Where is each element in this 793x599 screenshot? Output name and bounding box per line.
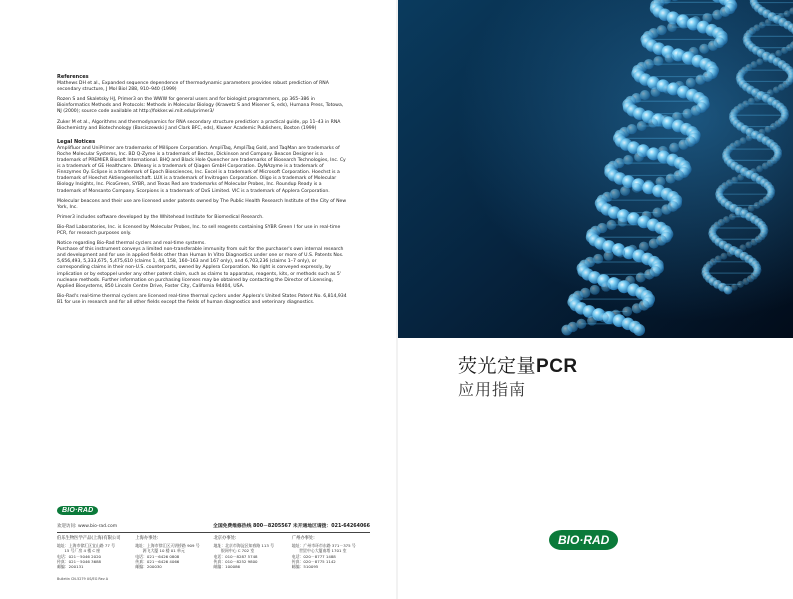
office-line: 电话：021－5046 2020 [57, 553, 102, 559]
office-line: 地址：上海市徐汇区宜山路 77 号 [57, 543, 116, 549]
bulletin-number: Bulletin CN-5279 US/EG Rev A [57, 577, 109, 582]
office-line: 电话：010－8287 5748 [213, 553, 258, 559]
dna-helix-cover-image [398, 0, 793, 338]
reference-item: Rozen S and Skaletsky HJ, Primer3 on the WWW for general users and for biologist programmers, pp 365–386 in Bioinformatics Methods and Protocols: Methods in Molecular Biology (Krawetz S and Misener S, eds), Humana Press, Totowa, NJ (2000); source code available at http://fokker.wi.mit.edu/primer3/ [57, 97, 344, 115]
references-section [57, 74, 347, 132]
office-beijing [214, 536, 292, 569]
dna-helix-illustration [398, 0, 793, 338]
legal-section [57, 139, 347, 306]
legal-paragraph: Amplifluor and UniPrimer are trademarks of Millipore Corporation. AmpliTaq, AmpliTaq Gold, and TaqMan are trademarks of Roche Molecular Systems, Inc. BD Q-Zyme is a trademark of Becton, Dickinson and Company. Beacon Designer is a trademark of PREMIER Biosoft International. BHQ and Black Hole Quencher are trademarks of Biosearch Technologies, Inc. Cy is a trademark of GE Healthcare. DNeasy is a trademark of Qiagen GmbH Corporation. DyNAzyme is a trademark of Finnzymes Oy. Eclipse is a trademark of Epoch Biosciences, Inc. Excel is a trademark of Microsoft Corporation. Hoechst is a trademark of Hoechst Aktiengesellschaft. LUX is a trademark of Invitrogen Corporation. Oligo is a trademark of Molecular Biology Insights, Inc. PicoGreen, SYBR, and Texas Red are trademarks of Molecular Probes, Inc. Roundup Ready is a trademark of Monsanto Company. Scorpions is a trademark of DxS Limited. VIC is a trademark of Applera Corporation. [57, 145, 346, 194]
service-hotline: 全国免费维修热线 800－8205567 未开通地区请拨：021-64264066 [213, 524, 370, 529]
right-page [398, 0, 793, 599]
office-line: 电话：021－6426 0808 [135, 553, 180, 559]
legal-paragraph: Bio-Rad Laboratories, Inc. is licensed by Molecular Probes, Inc. to sell reagents containing SYBR Green I for use in real-time PCR, for research purposes only. [57, 224, 341, 236]
office-shanghai [135, 536, 213, 569]
left-page [0, 0, 396, 599]
office-line: 世贸中心大厦南塔 1701 室 [291, 548, 347, 554]
legal-paragraph: Molecular beacons and their use are licensed under patents owned by The Public Health Research Institute of the City of New York, Inc. [57, 198, 347, 210]
office-title: 北京办事处: [213, 536, 237, 541]
footer-divider [57, 532, 370, 533]
office-line: 邮编：200030 [135, 564, 162, 570]
office-title: 上海办事处: [135, 536, 159, 541]
office-line: 源飞大厦 10 楼 01 单元 [135, 548, 185, 554]
office-line: 传真：020－8775 1142 [291, 558, 336, 564]
office-line: 邮编：100086 [213, 564, 241, 570]
document-title [458, 351, 578, 378]
office-line: 传真：021－6426 4066 [135, 558, 180, 564]
legal-heading: Legal Notices [57, 138, 96, 145]
footer [57, 497, 370, 581]
office-line: 15 号厂房 4 楼 C 座 [57, 548, 101, 554]
office-line: 地址：上海市徐汇区天钥桥路 909 号 [135, 543, 200, 549]
reference-item: Zuker M et al., Algorithms and thermodynamics for RNA secondary structure prediction: a practical guide, pp 11–43 in RNA Biochemistry and Biotechnology (Barciszewski J and Clark BFC, eds), Kluwer Academic Publishers, Boston (1999) [57, 119, 341, 131]
office-line: 地址：北京市海淀区知春路 113 号 [213, 543, 274, 549]
office-list [57, 536, 370, 569]
office-title: 广州办事处: [291, 536, 315, 541]
legal-paragraph: Notice regarding Bio-Rad thermal cyclers and real-time systems. Purchase of this instrument conveys a limited non-transferable immunity from suit for the purchaser's own internal research and development and for use in applied fields other than Human In Vitro Diagnostics under one or more of U.S. Patents Nos. 5,656,493, 5,333,675, 5,475,610 (claims 1, 44, 158, 160–163 and 167 only), and 6,703,236 (claims 1–7 only), or corresponding claims in their non-U.S. counterparts, owned by Applera Corporation. No right is conveyed expressly, by implication or by estoppel under any other patent claim, such as claims to apparatus, reagents, kits, or methods such as 5' nuclease methods. Further information on purchasing licenses may be obtained by contacting the Director of Licensing, Applied Biosystems, 850 Lincoln Centre Drive, Foster City, California 94404, USA. [57, 241, 344, 289]
website-link[interactable]: 欢迎访问: www.bio-rad.com [57, 523, 118, 529]
biorad-logo-large: BIO·RAD [549, 530, 618, 550]
office-line: 邮编：510095 [291, 564, 319, 570]
document-body [57, 74, 347, 313]
office-line: 电话：020－8777 1488 [291, 553, 336, 559]
legal-paragraph: Bio-Rad's real-time thermal cyclers are licensed real-time thermal cyclers under Applera's United States Patent No. 6,814,934 B1 for use in research and for all other fields except the fields of human diagnostics and veterinary diagnostics. [57, 293, 347, 305]
document-subtitle: 应用指南 [458, 380, 527, 399]
title-prefix: 荧光定量 [458, 355, 537, 377]
office-title: 伯乐生物医学产品(上海)有限公司 [57, 536, 121, 541]
biorad-logo-small: BIO·RAD [57, 506, 98, 515]
office-line: 邮编：200131 [57, 564, 84, 570]
reference-item: Mathews DH et al., Expanded sequence dependence of thermodynamic parameters provides robust prediction of RNA secondary structure, J Mol Biol 288, 910–940 (1999) [57, 81, 329, 93]
office-line: 银网中心 C 702 室 [213, 548, 255, 554]
title-pcr: PCR [536, 356, 578, 377]
office-line: 传真：010－8252 9800 [213, 558, 258, 564]
legal-paragraph: Primer3 includes software developed by the Whitehead Institute for Biomedical Research. [57, 214, 264, 220]
footer-contact-bar [57, 522, 370, 529]
office-line: 传真：021－5046 3688 [57, 558, 102, 564]
office-guangzhou [292, 536, 370, 569]
office-shanghai-hq [57, 536, 135, 569]
references-heading: References [57, 74, 89, 80]
office-line: 地址：广州市环市东路 371－375 号 [291, 543, 356, 549]
